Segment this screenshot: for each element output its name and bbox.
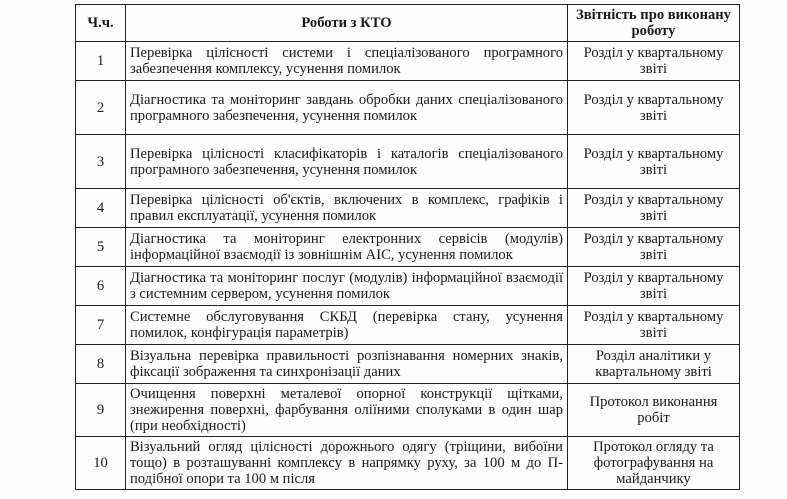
row-report: Розділ у квартальному звіті: [568, 135, 740, 189]
kto-works-table: [75, 4, 740, 490]
table-row: [76, 384, 740, 437]
row-work: Візуальна перевірка правильності розпізнавання номерних знаків, фіксації зображення та синхронізації даних: [126, 345, 568, 384]
row-number: 6: [76, 267, 126, 306]
row-number: 3: [76, 135, 126, 189]
row-report: Розділ у квартальному звіті: [568, 42, 740, 81]
row-work: Діагностика та моніторинг послуг (модулів) інформаційної взаємодії з системним сервером, усунення помилок: [126, 267, 568, 306]
row-work: Системне обслуговування СКБД (перевірка стану, усунення помилок, конфігурація параметрів): [126, 306, 568, 345]
table-row: [76, 42, 740, 81]
table-row: [76, 437, 740, 490]
row-number: 8: [76, 345, 126, 384]
row-number: 2: [76, 81, 126, 135]
row-work: Перевірка цілісності об'єктів, включених в комплекс, графіків і правил експлуатації, усунення помилок: [126, 189, 568, 228]
row-work: Перевірка цілісності системи і спеціалізованого програмного забезпечення комплексу, усунення помилок: [126, 42, 568, 81]
row-report: Розділ у квартальному звіті: [568, 267, 740, 306]
row-report: Розділ аналітики у квартальному звіті: [568, 345, 740, 384]
row-work: Діагностика та моніторинг електронних сервісів (модулів) інформаційної взаємодії із зовнішнім АІС, усунення помилок: [126, 228, 568, 267]
row-report: Розділ у квартальному звіті: [568, 306, 740, 345]
table-row: [76, 306, 740, 345]
row-report: Протокол огляду та фотографування на майданчику: [568, 437, 740, 490]
row-work: Перевірка цілісності класифікаторів і каталогів спеціалізованого програмного забезпечення, усунення помилок: [126, 135, 568, 189]
row-report: Розділ у квартальному звіті: [568, 81, 740, 135]
table-row: [76, 345, 740, 384]
header-report: Звітність про виконану роботу: [568, 5, 740, 42]
table-row: [76, 189, 740, 228]
table-header-row: [76, 5, 740, 42]
table-row: [76, 228, 740, 267]
row-work: Візуальний огляд цілісності дорожнього одягу (тріщини, вибоїни тощо) в розташуванні комплексу в напрямку руху, за 100 м до П-подібної опори та 100 м після: [126, 437, 568, 490]
row-number: 4: [76, 189, 126, 228]
row-number: 1: [76, 42, 126, 81]
row-report: Розділ у квартальному звіті: [568, 189, 740, 228]
row-number: 9: [76, 384, 126, 437]
table-row: [76, 81, 740, 135]
row-report: Протокол виконання робіт: [568, 384, 740, 437]
row-number: 7: [76, 306, 126, 345]
row-report: Розділ у квартальному звіті: [568, 228, 740, 267]
row-number: 5: [76, 228, 126, 267]
header-num: Ч.ч.: [76, 5, 126, 42]
row-work: Очищення поверхні металевої опорної конструкції щітками, знежирення поверхні, фарбування оліїними сполуками в один шар (при необхідності): [126, 384, 568, 437]
table-row: [76, 135, 740, 189]
table-row: [76, 267, 740, 306]
header-work: Роботи з КТО: [126, 5, 568, 42]
row-number: 10: [76, 437, 126, 490]
row-work: Діагностика та моніторинг завдань обробки даних спеціалізованого програмного забезпечення, усунення помилок: [126, 81, 568, 135]
